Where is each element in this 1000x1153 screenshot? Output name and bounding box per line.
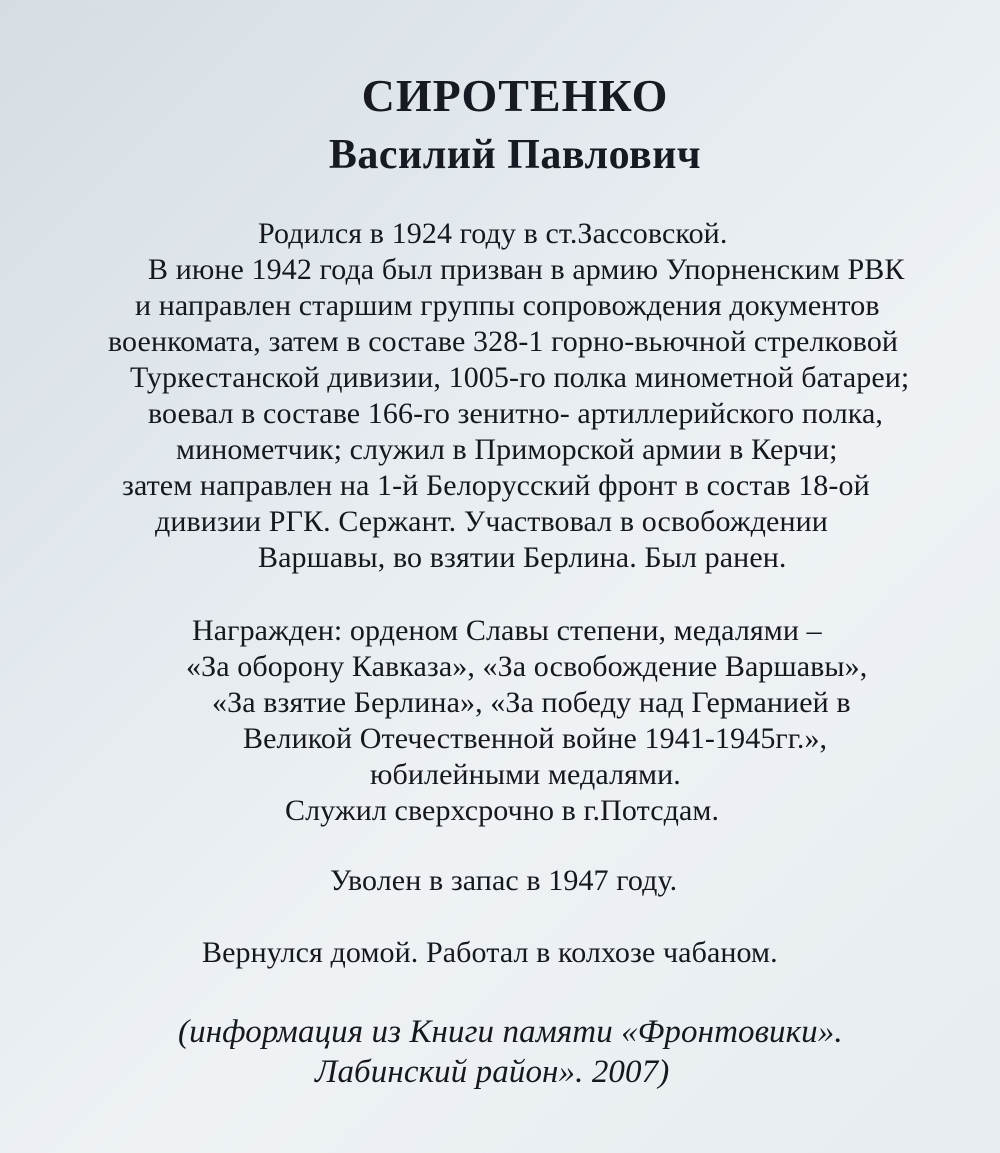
awards-line: «За оборону Кавказа», «За освобождение Варшавы», [186,650,868,683]
biography-line: и направлен старшим группы сопровождения документов [135,289,880,322]
biography-line: дивизии РГК. Сержант. Участвовал в освобождении [155,505,828,538]
biography-line: затем направлен на 1-й Белорусский фронт в состав 18-ой [122,469,870,502]
awards-line: юбилейными медалями. [370,758,681,791]
awards-line: Служил сверхсрочно в г.Потсдам. [285,794,720,827]
awards-line: Награжден: орденом Славы степени, медалями – [192,614,822,647]
biography-line: Варшавы, во взятии Берлина. Был ранен. [258,541,787,574]
return-home-text: Вернулся домой. Работал в колхозе чабаном. [202,936,778,969]
surname-heading: СИРОТЕНКО [361,70,669,121]
source-note-line: (информация из Книги памяти «Фронтовики». [178,1014,843,1050]
biography-line: Родился в 1924 году в ст.Зассовской. [258,217,728,250]
biography-line: Туркестанской дивизии, 1005-го полка минометной батареи; [130,361,910,394]
given-names-heading: Василий Павлович [328,132,702,178]
biography-line: военкомата, затем в составе 328-1 горно-вьючной стрелковой [108,325,899,358]
source-note-line: Лабинский район». 2007) [315,1054,670,1090]
biography-line: воевал в составе 166-го зенитно- артиллерийского полка, [148,397,884,430]
discharge-text: Уволен в запас в 1947 году. [330,864,678,897]
awards-line: Великой Отечественной войне 1941-1945гг.», [243,722,828,755]
biography-line: минометчик; служил в Приморской армии в Керчи; [176,433,838,466]
biography-line: В июне 1942 года был призван в армию Упорненским РВК [148,253,905,286]
awards-line: «За взятие Берлина», «За победу над Германией в [212,686,851,719]
